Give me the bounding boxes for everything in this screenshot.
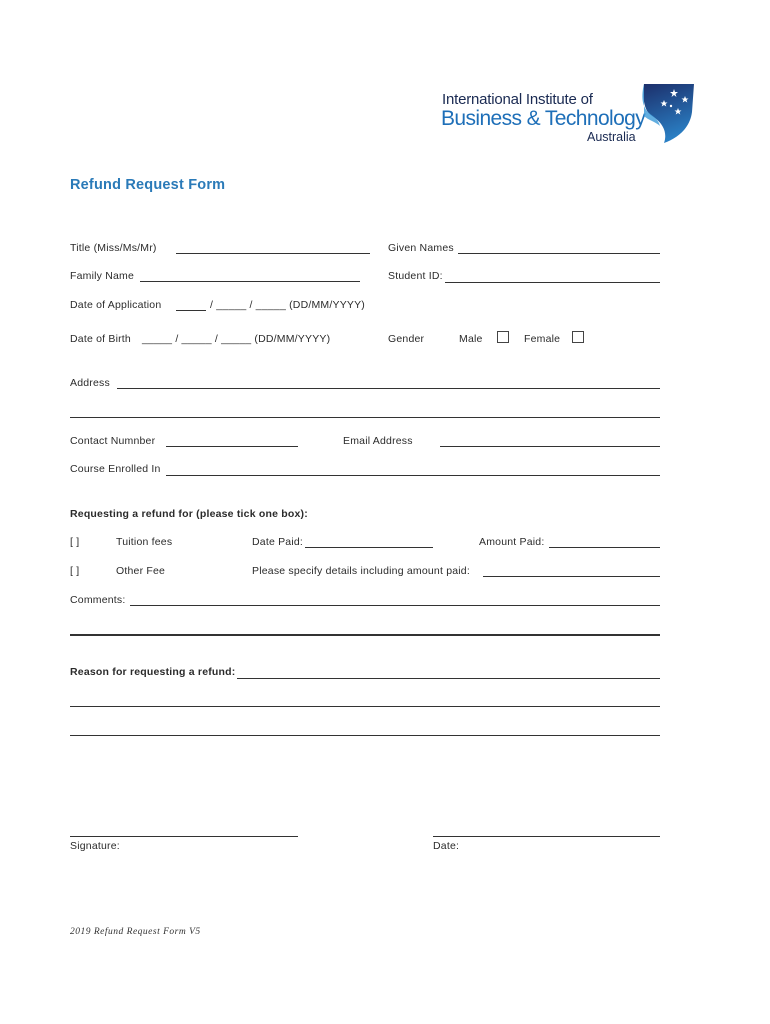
gender-label: Gender <box>388 333 425 345</box>
refund-section-heading: Requesting a refund for (please tick one box): <box>70 508 308 520</box>
date-paid-label: Date Paid: <box>252 536 304 548</box>
reason-field-line-3[interactable] <box>70 735 660 736</box>
student-id-label: Student ID: <box>388 270 443 282</box>
title-field[interactable] <box>176 253 370 254</box>
date-of-application-label: Date of Application <box>70 299 162 311</box>
address-field-line-2[interactable] <box>70 417 660 418</box>
reason-label: Reason for requesting a refund: <box>70 666 236 678</box>
comments-label: Comments: <box>70 594 126 606</box>
family-name-field[interactable] <box>140 281 360 282</box>
logo-line-2: Business & Technology <box>441 107 646 130</box>
given-names-field[interactable] <box>458 253 660 254</box>
tuition-fees-label: Tuition fees <box>116 536 173 548</box>
specify-details-label: Please specify details including amount paid: <box>252 565 470 577</box>
address-label: Address <box>70 377 110 389</box>
student-id-field[interactable] <box>445 282 660 283</box>
application-date-format: / _____ / _____ (DD/MM/YYYY) <box>210 299 365 311</box>
given-names-label: Given Names <box>388 242 454 254</box>
course-enrolled-label: Course Enrolled In <box>70 463 161 475</box>
male-label: Male <box>459 333 483 345</box>
amount-paid-field[interactable] <box>549 547 660 548</box>
logo-line-3: Australia <box>587 130 636 144</box>
address-field-line-1[interactable] <box>117 388 660 389</box>
signature-date-label: Date: <box>433 840 460 852</box>
amount-paid-label: Amount Paid: <box>479 536 545 548</box>
form-title: Refund Request Form <box>70 177 226 193</box>
contact-number-field[interactable] <box>166 446 298 447</box>
course-enrolled-field[interactable] <box>166 475 660 476</box>
signature-field[interactable] <box>70 836 298 837</box>
female-checkbox[interactable] <box>572 331 584 343</box>
reason-field-line-2[interactable] <box>70 706 660 707</box>
other-fee-label: Other Fee <box>116 565 166 577</box>
reason-field-line-1[interactable] <box>237 678 660 679</box>
contact-number-label: Contact Numnber <box>70 435 156 447</box>
title-label: Title (Miss/Ms/Mr) <box>70 242 157 254</box>
male-checkbox[interactable] <box>497 331 509 343</box>
comments-field-line-2[interactable] <box>70 634 660 636</box>
date-paid-field[interactable] <box>305 547 433 548</box>
date-of-birth-label: Date of Birth <box>70 333 131 345</box>
logo-line-1: International Institute of <box>442 91 593 108</box>
birth-date-format: _____ / _____ / _____ (DD/MM/YYYY) <box>142 333 331 345</box>
tuition-fees-checkbox[interactable]: [ ] <box>70 536 80 548</box>
comments-field-line-1[interactable] <box>130 605 660 606</box>
other-fee-checkbox[interactable]: [ ] <box>70 565 80 577</box>
footer-version: 2019 Refund Request Form V5 <box>70 927 201 937</box>
female-label: Female <box>524 333 561 345</box>
email-address-field[interactable] <box>440 446 660 447</box>
email-address-label: Email Address <box>343 435 413 447</box>
signature-label: Signature: <box>70 840 120 852</box>
shield-logo-icon <box>638 82 696 144</box>
family-name-label: Family Name <box>70 270 135 282</box>
signature-date-field[interactable] <box>433 836 660 837</box>
specify-details-field[interactable] <box>483 576 660 577</box>
application-day-field[interactable] <box>176 310 206 311</box>
